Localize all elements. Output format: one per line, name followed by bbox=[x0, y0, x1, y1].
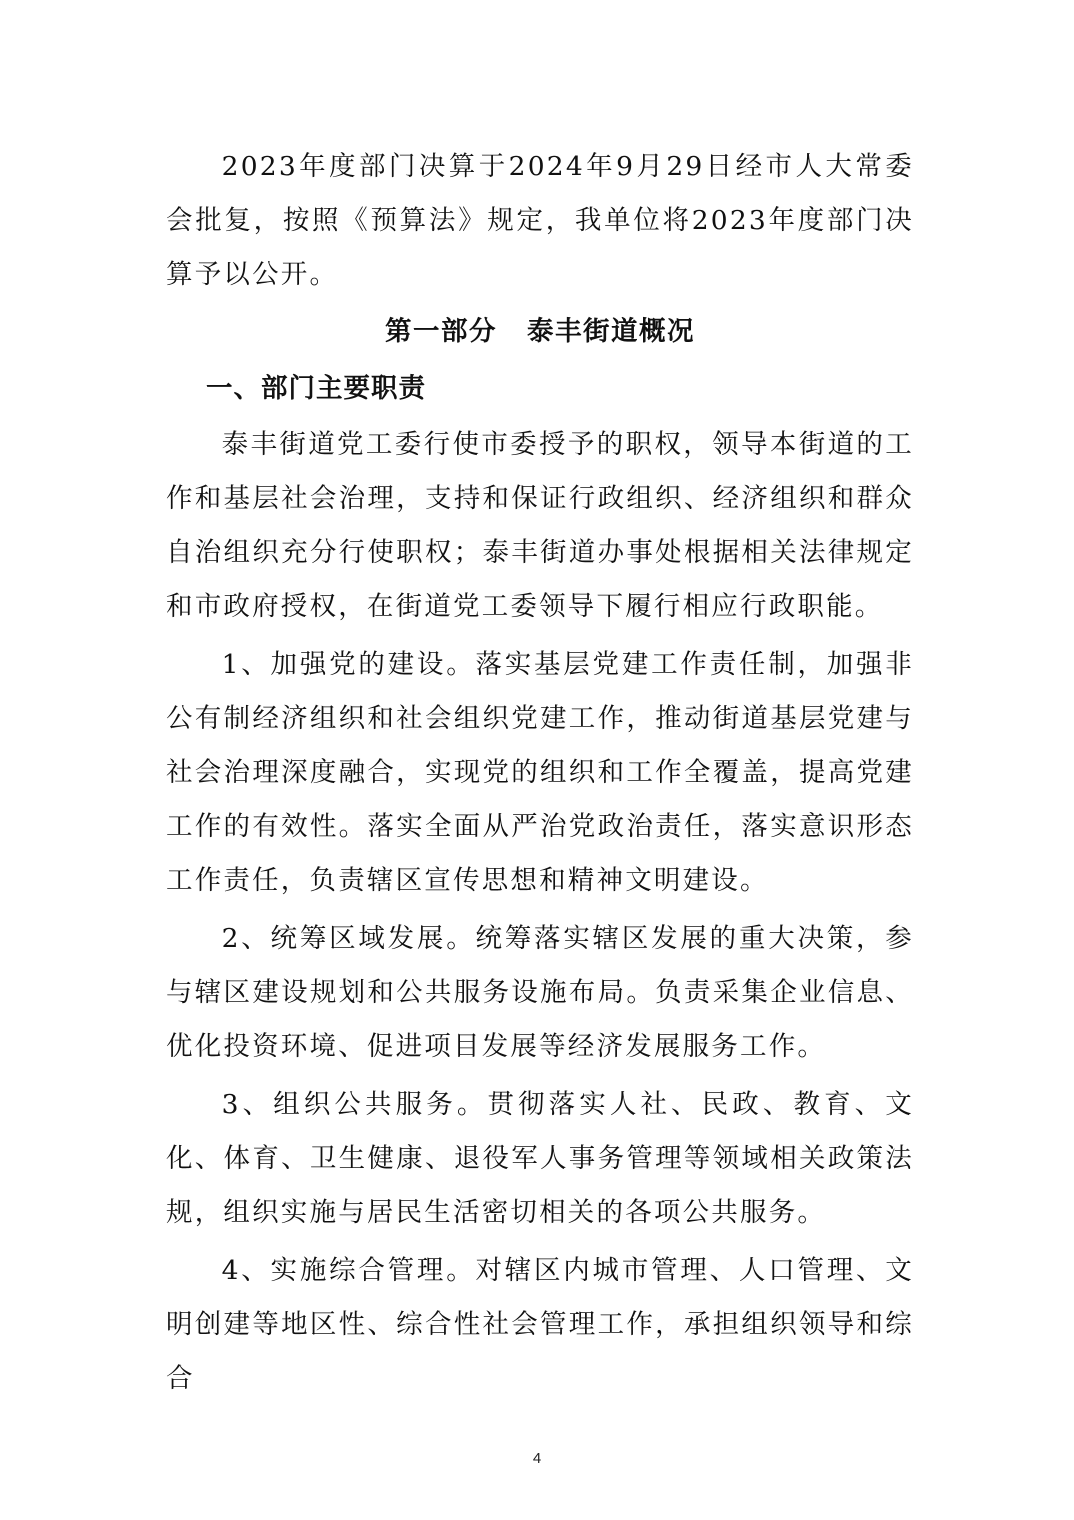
intro-paragraph: 2023年度部门决算于2024年9月29日经市人大常委会批复，按照《预算法》规定，我单位将2023年度部门决算予以公开。 bbox=[166, 151, 914, 290]
body-paragraph: 4、实施综合管理。对辖区内城市管理、人口管理、文明创建等地区性、综合性社会管理工作，承担组织领导和综合 bbox=[166, 1255, 914, 1394]
part-label: 第一部分 bbox=[385, 316, 497, 347]
part-name: 泰丰街道概况 bbox=[527, 316, 695, 347]
body-paragraph: 2、统筹区域发展。统筹落实辖区发展的重大决策，参与辖区建设规划和公共服务设施布局。负责采集企业信息、优化投资环境、促进项目发展等经济发展服务工作。 bbox=[166, 923, 914, 1062]
page-number: 4 bbox=[532, 1450, 542, 1467]
body-paragraph: 1、加强党的建设。落实基层党建工作责任制，加强非公有制经济组织和社会组织党建工作，推动街道基层党建与社会治理深度融合，实现党的组织和工作全覆盖，提高党建工作的有效性。落实全面从严治党政治责任，落实意识形态工作责任，负责辖区宣传思想和精神文明建设。 bbox=[166, 649, 914, 896]
document-body bbox=[166, 140, 914, 1406]
section-heading: 一、部门主要职责 bbox=[206, 373, 426, 404]
body-paragraph: 3、组织公共服务。贯彻落实人社、民政、教育、文化、体育、卫生健康、退役军人事务管理等领域相关政策法规，组织实施与居民生活密切相关的各项公共服务。 bbox=[166, 1089, 914, 1228]
body-paragraph: 泰丰街道党工委行使市委授予的职权，领导本街道的工作和基层社会治理，支持和保证行政组织、经济组织和群众自治组织充分行使职权；泰丰街道办事处根据相关法律规定和市政府授权，在街道党工委领导下履行相应行政职能。 bbox=[166, 429, 914, 622]
part-title bbox=[166, 302, 914, 360]
